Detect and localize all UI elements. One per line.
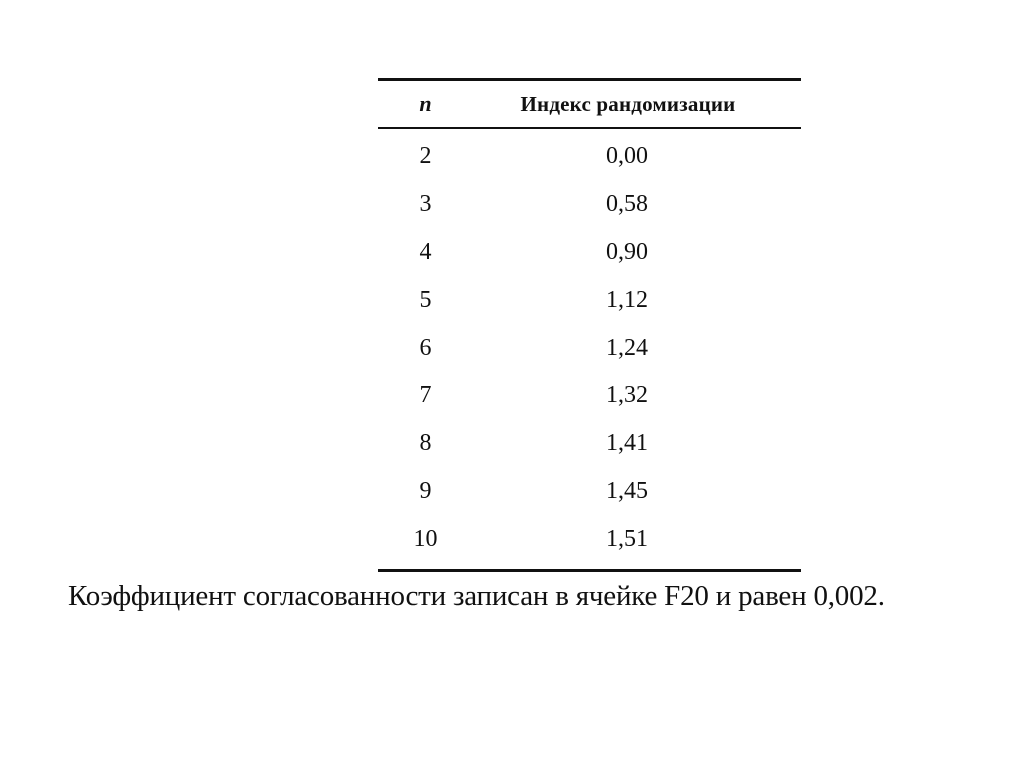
cell-n: 2	[419, 143, 432, 170]
table-row	[378, 420, 801, 468]
table-row	[378, 229, 801, 277]
cell-index: 1,45	[606, 477, 648, 504]
cell-n: 4	[419, 238, 432, 265]
cell-n: 5	[419, 286, 432, 313]
header-n: n	[419, 91, 432, 116]
cell-index: 0,90	[606, 238, 648, 265]
cell-index: 1,51	[606, 525, 648, 552]
cell-index: 0,00	[606, 143, 648, 170]
table-bottom-rule	[378, 569, 801, 572]
table-row	[378, 372, 801, 420]
cell-index: 1,12	[606, 286, 648, 313]
randomization-index-table	[378, 78, 801, 572]
cell-n: 10	[413, 525, 438, 552]
table-row	[378, 468, 801, 516]
cell-index: 0,58	[606, 191, 648, 218]
cell-n: 9	[419, 477, 432, 504]
table-row	[378, 515, 801, 563]
cell-n: 7	[419, 382, 432, 409]
cell-n: 3	[419, 191, 432, 218]
table-body	[378, 129, 801, 569]
header-randomization-index: Индекс рандомизации	[520, 91, 736, 116]
cell-index: 1,32	[606, 382, 648, 409]
cell-n: 6	[419, 334, 432, 361]
table-row	[378, 324, 801, 372]
table-row	[378, 133, 801, 181]
cell-index: 1,24	[606, 334, 648, 361]
concordance-note: Коэффициент согласованности записан в ячейке F20 и равен 0,002.	[68, 580, 885, 612]
table-row	[378, 276, 801, 324]
table-header-row	[378, 81, 801, 127]
table-row	[378, 181, 801, 229]
cell-n: 8	[419, 430, 432, 457]
cell-index: 1,41	[606, 430, 648, 457]
